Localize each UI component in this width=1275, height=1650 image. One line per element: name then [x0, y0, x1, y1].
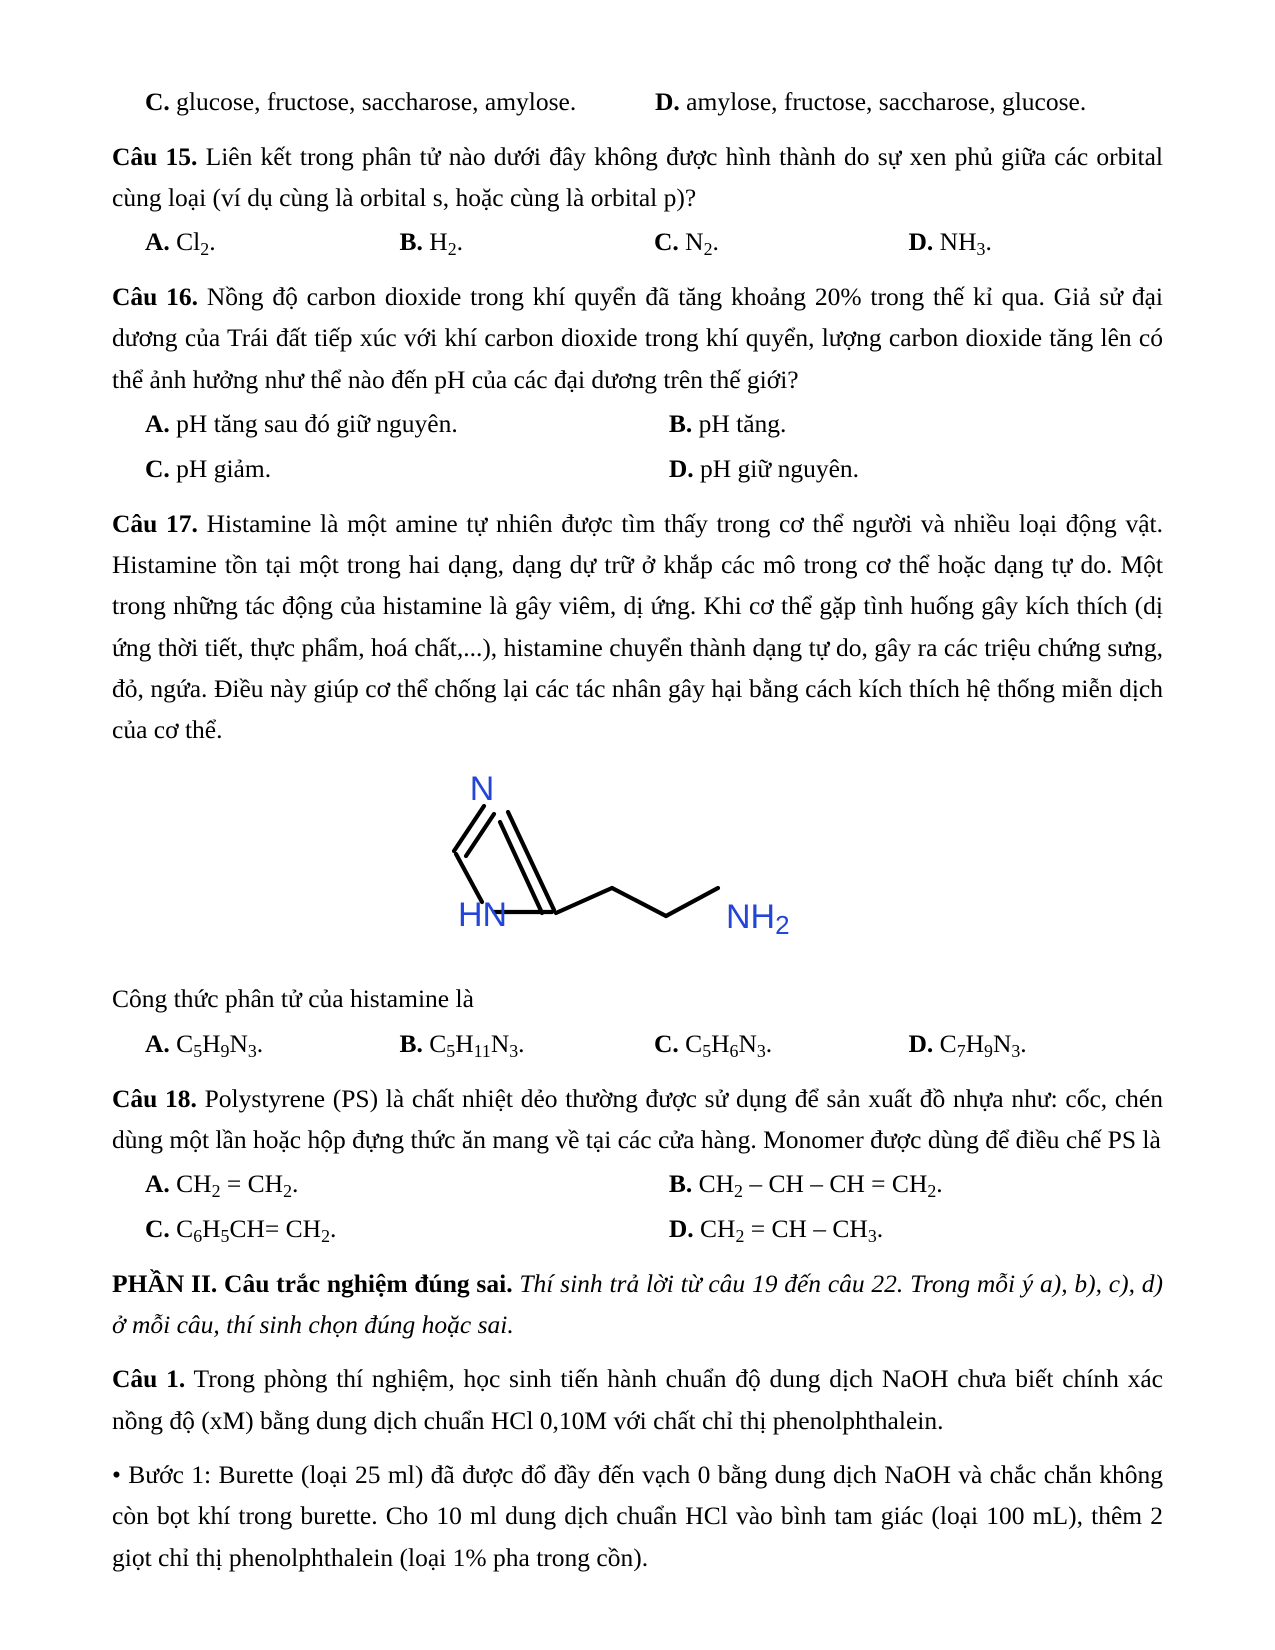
option-formula: $N_2$. — [685, 227, 719, 260]
option-d — [669, 449, 1163, 490]
options-row-continued — [112, 82, 1163, 123]
option-formula: $CH_2$ = CH – $CH_3$. — [700, 1213, 884, 1246]
question-text: Histamine là một amine tự nhiên được tìm thấy trong cơ thể người và nhiều loại động vật. Histamine tồn tại một trong hai dạng, dạng dự trữ ở khắp các mô trong cơ thể hoặc dạng tự do. Một trong những tác động của histamine là gây viêm, dị ứng. Khi cơ thể gặp tình huống gây kích thích (dị ứng thời tiết, thực phẩm, hoá chất,...), histamine chuyển thành dạng tự do, gây ra các triệu chứng sưng, đỏ, ngứa. Điều này giúp cơ thể chống lại các tác nhân gây hại bằng cách kích thích hệ thống miễn dịch của cơ thể. — [112, 508, 1163, 745]
label-nh2: NH2 — [725, 898, 790, 941]
option-letter: A. — [145, 227, 170, 257]
question-16 — [112, 276, 1163, 400]
option-formula: $C_5H_{11}N_3$. — [429, 1028, 525, 1061]
option-letter: B. — [399, 227, 423, 257]
question-15-options — [112, 222, 1163, 263]
option-letter: D. — [668, 453, 694, 483]
option-formula: $C_6H_5CH= CH_2$. — [176, 1213, 337, 1246]
option-c — [654, 1024, 909, 1065]
atom-labels — [458, 776, 790, 940]
option-b — [669, 1164, 1163, 1205]
option-formula: $C_7H_9N_3$. — [939, 1028, 1027, 1061]
question-text: Liên kết trong phân tử nào dưới đây không được hình thành do sự xen phủ giữa các orbital cùng loại (ví dụ cùng là orbital s, hoặc cùng là orbital p)? — [112, 141, 1164, 213]
option-formula: $CH_2 = CH_2$. — [176, 1169, 299, 1202]
option-letter: C. — [145, 87, 170, 116]
part-2-question-1 — [112, 1358, 1163, 1441]
option-letter: D. — [908, 1028, 934, 1058]
option-b — [400, 1024, 655, 1065]
option-c — [112, 82, 655, 123]
question-label: Câu 15. — [112, 141, 198, 171]
option-text: glucose, fructose, saccharose, amylose. — [176, 87, 577, 116]
part-2-instruction: Thí sinh trả lời từ câu 19 đến câu 22. Trong mỗi ý a), b), c), d) ở mỗi câu, thí sinh chọn đúng hoặc sai. — [112, 1268, 1163, 1340]
option-formula: $C_5H_6N_3$. — [685, 1028, 773, 1061]
question-16-options-row-1 — [112, 404, 1163, 445]
option-letter: A. — [145, 1028, 170, 1058]
question-label: Câu 1. — [112, 1364, 186, 1394]
option-text: amylose, fructose, saccharose, glucose. — [686, 87, 1087, 116]
option-letter: C. — [654, 227, 679, 257]
option-letter: C. — [145, 453, 170, 483]
option-c — [112, 449, 669, 490]
question-15 — [112, 136, 1163, 219]
option-a — [112, 1164, 669, 1205]
option-letter: D. — [668, 1213, 694, 1243]
option-letter: B. — [668, 1169, 693, 1199]
question-17-options — [112, 1024, 1163, 1065]
question-17 — [112, 503, 1163, 751]
option-text: pH giảm. — [176, 453, 272, 483]
option-d — [909, 222, 1164, 263]
histamine-prompt: Công thức phân tử của histamine là — [112, 984, 474, 1014]
question-label: Câu 18. — [112, 1083, 197, 1113]
option-formula: $Cl_2$. — [176, 227, 216, 260]
question-text: Polystyrene (PS) là chất nhiệt dẻo thường được sử dụng để sản xuất đồ nhựa như: cốc, chén dùng một lần hoặc hộp đựng thức ăn mang về tại các cửa hàng. Monomer được dùng để điều chế PS là — [112, 1083, 1164, 1154]
option-text: pH tăng. — [698, 409, 787, 439]
option-letter: A. — [145, 409, 170, 439]
option-letter: B. — [399, 1028, 423, 1058]
option-a — [112, 1024, 400, 1065]
option-c — [654, 222, 909, 263]
question-18-options-row-1 — [112, 1164, 1163, 1205]
question-16-options-row-2 — [112, 449, 1163, 490]
option-letter: D. — [655, 87, 680, 116]
histamine-structure-figure — [112, 776, 1163, 956]
option-letter: A. — [145, 1169, 170, 1199]
part-2-heading: PHẦN II. Câu trắc nghiệm đúng sai. — [112, 1268, 513, 1298]
question-text: Trong phòng thí nghiệm, học sinh tiến hành chuẩn độ dung dịch NaOH chưa biết chính xác nồng độ (xM) bằng dung dịch chuẩn HCl 0,10M với chất chỉ thị phenolphthalein. — [112, 1364, 1163, 1435]
option-letter: C. — [145, 1213, 170, 1243]
option-formula: $H_2$. — [429, 227, 463, 260]
option-formula: $C_5H_9N_3$. — [176, 1028, 264, 1061]
option-letter: B. — [668, 409, 693, 439]
option-d — [909, 1024, 1164, 1065]
option-letter: C. — [654, 1028, 679, 1058]
option-d — [655, 82, 1155, 123]
option-a — [112, 222, 400, 263]
question-label: Câu 17. — [112, 508, 198, 538]
question-18 — [112, 1078, 1163, 1161]
part-2-heading-block — [112, 1263, 1163, 1346]
part-2-question-1-step-1: • Bước 1: Burette (loại 25 ml) đã được đổ đầy đến vạch 0 bằng dung dịch NaOH và chắc chắn không còn bọt khí trong burette. Cho 10 ml dung dịch chuẩn HCl vào bình tam giác (loại 100 mL), thêm 2 giọt chỉ thị phenolphthalein (loại 1% pha trong cồn). — [112, 1459, 1163, 1572]
question-label: Câu 16. — [112, 282, 199, 312]
question-text: Nồng độ carbon dioxide trong khí quyển đã tăng khoảng 20% trong thế kỉ qua. Giả sử đại dương của Trái đất tiếp xúc với khí carbon dioxide trong khí quyển, lượng carbon dioxide tăng lên có thể ảnh hưởng như thể nào đến pH của các đại dương trên thế giới? — [112, 282, 1164, 394]
label-n: N — [469, 776, 494, 809]
option-b — [669, 404, 1163, 445]
option-formula: $CH_2$ – CH – CH = $CH_2$. — [698, 1169, 943, 1202]
option-a — [112, 404, 669, 445]
option-b — [400, 222, 655, 263]
option-d — [669, 1209, 1163, 1250]
option-text: pH giữ nguyên. — [700, 453, 860, 483]
option-text: pH tăng sau đó giữ nguyên. — [176, 409, 458, 439]
question-18-options-row-2 — [112, 1209, 1163, 1250]
option-c — [112, 1209, 669, 1250]
option-letter: D. — [908, 227, 934, 257]
option-formula: $NH_3$. — [939, 227, 992, 260]
label-hn: HN — [457, 896, 507, 935]
histamine-skeletal-formula — [448, 776, 828, 951]
